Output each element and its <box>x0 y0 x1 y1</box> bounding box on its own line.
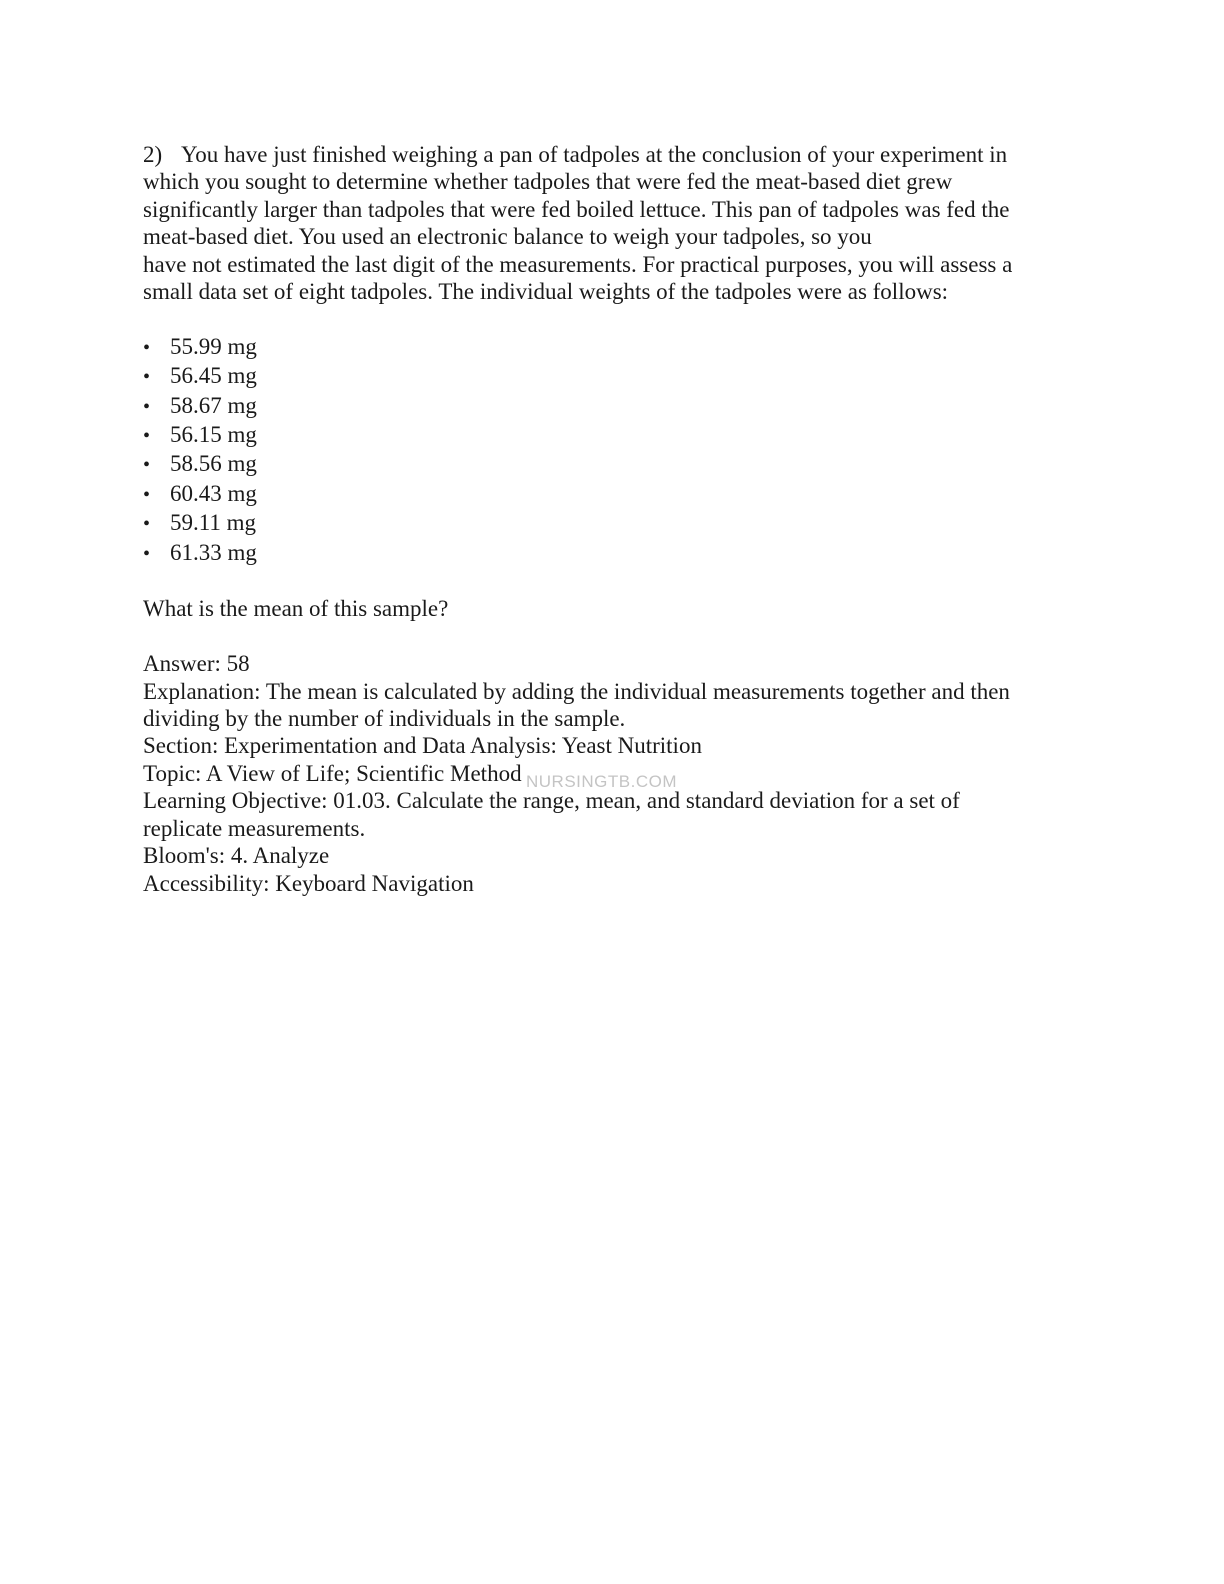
question-line-1 <box>143 141 1063 168</box>
list-item <box>143 539 1063 568</box>
question-block <box>143 141 1063 305</box>
question-line-6: small data set of eight tadpoles. The individual weights of the tadpoles were as follows: <box>143 279 949 305</box>
topic-line: Topic: A View of Life; Scientific Method <box>143 760 522 786</box>
bullet-icon: • <box>143 454 151 477</box>
question-prompt: What is the mean of this sample? <box>143 596 449 622</box>
question-number: 2) <box>143 142 163 167</box>
weight-value: 55.99 mg <box>170 333 257 359</box>
accessibility-line: Accessibility: Keyboard Navigation <box>143 870 474 896</box>
list-item <box>143 362 1063 391</box>
section-line: Section: Experimentation and Data Analysis: Yeast Nutrition <box>143 733 702 759</box>
weight-value: 61.33 mg <box>170 539 257 565</box>
bullet-icon: • <box>143 513 151 536</box>
bullet-icon: • <box>143 366 151 389</box>
list-item <box>143 450 1063 479</box>
question-text-1: You have just finished weighing a pan of tadpoles at the conclusion of your experiment in <box>181 142 1008 167</box>
explanation-line-2: dividing by the number of individuals in the sample. <box>143 706 626 732</box>
question-line-2: which you sought to determine whether tadpoles that were fed the meat-based diet grew <box>143 169 953 195</box>
bullet-icon: • <box>143 395 151 418</box>
question-line-5: have not estimated the last digit of the measurements. For practical purposes, you will assess a <box>143 251 1013 277</box>
bullet-icon: • <box>143 425 151 448</box>
question-line-3: significantly larger than tadpoles that were fed boiled lettuce. This pan of tadpoles was fed the <box>143 196 1010 222</box>
answer-line: Answer: 58 <box>143 651 250 677</box>
watermark: NURSINGTB.COM <box>526 772 677 791</box>
bullet-icon: • <box>143 542 151 565</box>
weight-value: 59.11 mg <box>170 510 257 536</box>
weight-value: 56.15 mg <box>170 422 257 448</box>
list-item <box>143 333 1063 362</box>
weight-value: 56.45 mg <box>170 363 257 389</box>
list-item <box>143 392 1063 421</box>
learning-objective-line-2: replicate measurements. <box>143 815 366 841</box>
question-line-4: meat-based diet. You used an electronic balance to weigh your tadpoles, so you <box>143 224 872 250</box>
weight-value: 58.56 mg <box>170 451 257 477</box>
weight-value: 60.43 mg <box>170 480 257 506</box>
spacer <box>143 623 1063 650</box>
list-item <box>143 480 1063 509</box>
blooms-line: Bloom's: 4. Analyze <box>143 843 330 869</box>
learning-objective-line-1: Learning Objective: 01.03. Calculate the range, mean, and standard deviation for a set of <box>143 788 960 814</box>
bullet-icon: • <box>143 336 151 359</box>
weight-value: 58.67 mg <box>170 392 257 418</box>
list-item <box>143 509 1063 538</box>
bullet-icon: • <box>143 483 151 506</box>
list-item <box>143 421 1063 450</box>
spacer <box>143 568 1063 595</box>
explanation-line-1: Explanation: The mean is calculated by adding the individual measurements together and then <box>143 678 1010 704</box>
spacer <box>143 305 1063 332</box>
weights-list <box>143 333 1063 568</box>
